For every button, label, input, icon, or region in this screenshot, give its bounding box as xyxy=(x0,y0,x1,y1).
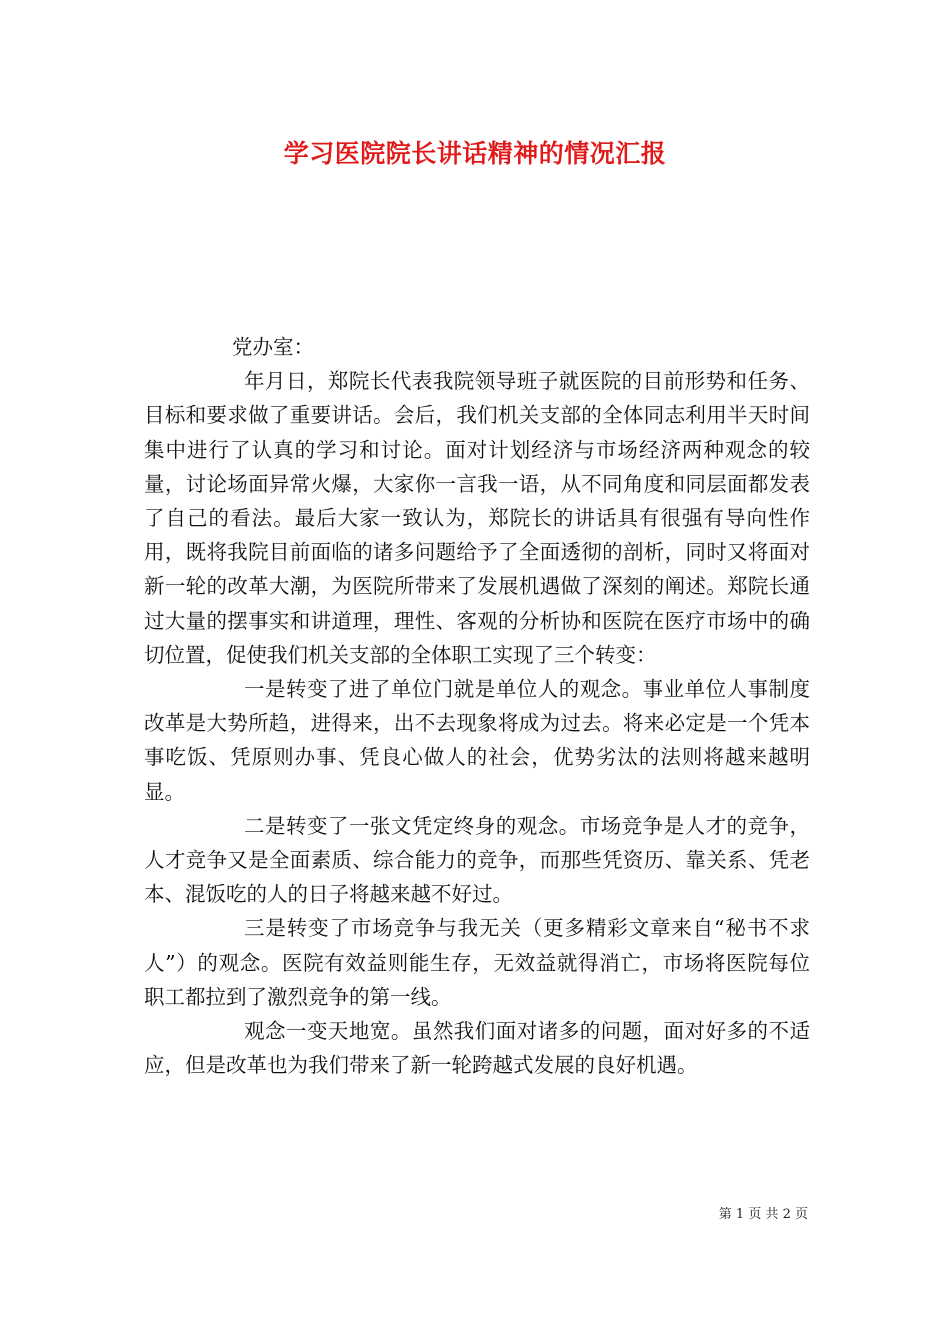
paragraph-first-change: 一是转变了进了单位门就是单位人的观念。事业单位人事制度改革是大势所趋，进得来，出不去现象将成为过去。将来必定是一个凭本事吃饭、凭原则办事、凭良心做人的社会，优势劣汰的法则将越来越明显。 xyxy=(144,677,810,804)
paragraph-intro: 年月日，郑院长代表我院领导班子就医院的目前形势和任务、目标和要求做了重要讲话。会后，我们机关支部的全体同志利用半天时间集中进行了认真的学习和讨论。面对计划经济与市场经济两种观念的较量，讨论场面异常火爆，大家你一言我一语，从不同角度和同层面都发表了自己的看法。最后大家一致认为，郑院长的讲话具有很强有导向性作用，既将我院目前面临的诸多问题给予了全面透彻的剖析，同时又将面对新一轮的改革大潮，为医院所带来了发展机遇做了深刻的阐述。郑院长通过大量的摆事实和讲道理，理性、客观的分析协和医院在医疗市场中的确切位置，促使我们机关支部的全体职工实现了三个转变： xyxy=(144,369,810,667)
document-body xyxy=(144,330,810,1082)
paragraph-conclusion: 观念一变天地宽。虽然我们面对诸多的问题，面对好多的不适应，但是改革也为我们带来了新一轮跨越式发展的良好机遇。 xyxy=(144,1019,810,1078)
paragraph-third-change: 三是转变了市场竞争与我无关（更多精彩文章来自“秘书不求人”）的观念。医院有效益则能生存，无效益就得消亡，市场将医院每位职工都拉到了激烈竞争的第一线。 xyxy=(144,916,810,1009)
paragraph-second-change: 二是转变了一张文凭定终身的观念。市场竞争是人才的竞争，人才竞争又是全面素质、综合能力的竞争，而那些凭资历、靠关系、凭老本、混饭吃的人的日子将越来越不好过。 xyxy=(144,813,810,907)
salutation: 党办室： xyxy=(232,335,314,359)
page-number-footer: 第 1 页 共 2 页 xyxy=(718,1207,808,1222)
document-title: 学习医院院长讲话精神的情况汇报 xyxy=(283,139,667,168)
